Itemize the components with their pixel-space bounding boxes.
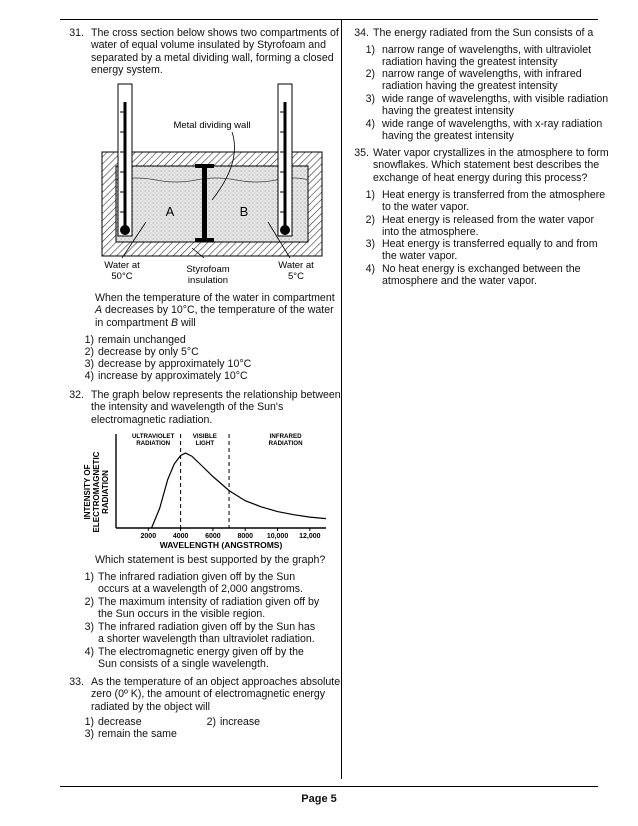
top-rule <box>60 19 598 20</box>
question-number: 33. <box>69 676 84 688</box>
bottom-rule <box>60 786 598 787</box>
label-compartment-b: B <box>239 204 249 219</box>
y-label-line-2: ELECTROMAGNETIC <box>92 451 101 533</box>
compartment-diagram <box>92 82 332 288</box>
label-styrofoam-1: Styrofoam <box>186 264 230 275</box>
question-stem: The cross section below shows two compartments of water of equal volume insulated by Styrofoam and separated by a metal dividing wall, forming a closed energy system. <box>91 27 339 77</box>
region-label: RADIATION <box>268 440 303 447</box>
question-number: 34. <box>354 27 369 39</box>
region-label: INFRARED <box>269 433 302 440</box>
question-number: 32. <box>69 389 84 401</box>
question-stem: The energy radiated from the Sun consists of a <box>373 27 594 39</box>
question-number: 31. <box>69 27 84 39</box>
wall-bottom-bracket <box>195 238 214 242</box>
question-stem: The graph below represents the relationship between the intensity and wavelength of the Sun's electromagnetic radiation. <box>91 389 341 426</box>
question-prompt: When the temperature of the water in compartment A decreases by 10°C, the temperature of the water in compartment B will <box>95 292 335 329</box>
region-label: RADIATION <box>136 440 171 447</box>
y-label-line-1: INTENSITY OF <box>83 464 92 520</box>
x-tick-label: 10,000 <box>266 533 289 540</box>
label-water-left-1: Water at <box>104 260 140 271</box>
column-divider <box>341 19 342 779</box>
question-number: 35. <box>354 147 369 159</box>
x-tick-label: 4000 <box>172 533 189 540</box>
page-number: Page 5 <box>301 793 337 805</box>
wall-top-bracket <box>195 164 214 168</box>
left-thermometer <box>118 84 132 236</box>
question-stem: Water vapor crystallizes in the atmosphere to form snowflakes. Which statement best describes the exchange of heat energy during this process? <box>373 147 609 184</box>
region-label: LIGHT <box>195 440 215 447</box>
region-label: VISIBLE <box>192 433 217 440</box>
x-tick-label: 2000 <box>140 533 157 540</box>
metal-dividing-wall <box>202 166 207 242</box>
y-axis-label <box>83 451 110 532</box>
label-water-right-2: 5°C <box>288 271 304 282</box>
question-stem: As the temperature of an object approaches absolute zero (0º K), the amount of electromagnetic energy radiated by the object will <box>91 676 341 713</box>
intensity-curve <box>152 453 327 528</box>
label-compartment-a: A <box>165 204 175 219</box>
label-water-right-1: Water at <box>278 260 314 271</box>
right-thermometer <box>278 84 292 236</box>
question-prompt: Which statement is best supported by the graph? <box>95 554 326 566</box>
region-dividers <box>181 434 229 528</box>
region-labels <box>132 433 303 447</box>
y-label-line-3: RADIATION <box>101 470 110 514</box>
label-metal-wall: Metal dividing wall <box>173 120 251 131</box>
x-tick-label: 6000 <box>205 533 221 540</box>
label-styrofoam-2: insulation <box>187 275 229 286</box>
x-axis-label: WAVELENGTH (ANGSTROMS) <box>159 540 283 550</box>
label-water-left-2: 50°C <box>111 271 133 282</box>
x-ticks <box>141 528 321 540</box>
solar-spectrum-chart <box>82 430 332 552</box>
x-tick-label: 12,000 <box>299 533 321 540</box>
x-tick-label: 8000 <box>237 533 254 540</box>
region-label: ULTRAVIOLET <box>131 433 175 440</box>
